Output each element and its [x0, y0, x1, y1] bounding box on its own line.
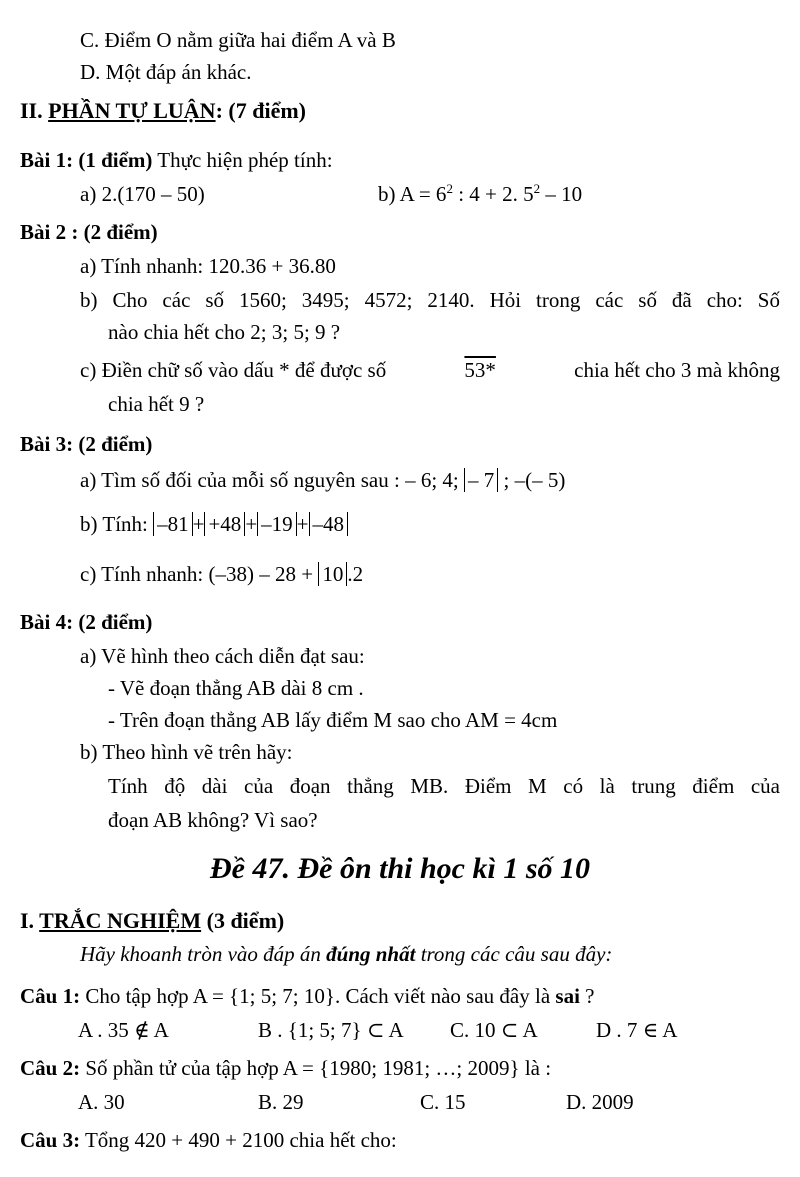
prev-option-c: C. Điểm O nằm giữa hai điểm A và B — [80, 28, 396, 52]
cau1-text-post: ? — [579, 984, 595, 1008]
bai2-a: a) Tính nhanh: 120.36 + 36.80 — [80, 254, 336, 278]
cau1-option-b: B . {1; 5; 7} ⊂ A — [258, 1018, 404, 1042]
bai2-c-line1 — [80, 358, 780, 383]
bai4-heading: Bài 4: (2 điểm) — [20, 610, 153, 634]
bai4-b: b) Theo hình vẽ trên hãy: — [80, 740, 293, 764]
bai1-b-pre: b) A = 6 — [378, 182, 447, 206]
cau2-option-d: D. 2009 — [566, 1090, 634, 1114]
part2-points: : (7 điểm) — [215, 98, 306, 123]
bai1-b-post: – 10 — [540, 182, 583, 206]
bai1-a: a) 2.(170 – 50) — [80, 182, 205, 206]
bai1-head: Bài 1: (1 điểm) — [20, 148, 153, 172]
part1-instruction — [80, 942, 612, 967]
bai3-a-post: ; –(– 5) — [498, 468, 566, 492]
bai3-a — [80, 468, 565, 493]
bai2-c-post: chia hết cho 3 mà không — [574, 358, 780, 382]
cau2-option-b: B. 29 — [258, 1090, 304, 1114]
bai3-a-pre: a) Tìm số đối của mỗi số nguyên sau : – 6; 4; — [80, 468, 464, 492]
bai1-heading — [20, 148, 333, 173]
part1-heading — [20, 908, 284, 934]
bai2-c-line2: chia hết 9 ? — [108, 392, 205, 416]
bai3-c — [80, 562, 363, 587]
bai4-b-line1: Tính độ dài của đoạn thẳng MB. Điểm M có là trung điểm của — [108, 774, 780, 798]
prev-option-d: D. Một đáp án khác. — [80, 60, 252, 84]
part2-prefix: II. — [20, 98, 49, 123]
part1-points: (3 điểm) — [201, 908, 285, 933]
cau2-question — [20, 1056, 551, 1081]
bai3-b-pre: b) Tính: — [80, 512, 154, 536]
bai3-b-plus: + — [296, 512, 309, 536]
bai3-heading: Bài 3: (2 điểm) — [20, 432, 153, 456]
cau2-option-a: A. 30 — [78, 1090, 125, 1114]
bai3-c-pre: c) Tính nhanh: (–38) – 28 + — [80, 562, 319, 586]
bai3-b-plus: + — [245, 512, 258, 536]
part1-prefix: I. — [20, 908, 40, 933]
part1-title: TRẮC NGHIỆM — [39, 908, 202, 933]
bai1-b-exp1: 2 — [446, 181, 453, 196]
bai3-b-term: +48 — [204, 512, 245, 536]
cau1-option-c: C. 10 ⊂ A — [450, 1018, 538, 1042]
cau1-question — [20, 984, 595, 1009]
instr-bold: đúng nhất — [326, 942, 416, 966]
bai3-b — [80, 512, 348, 537]
bai1-b-exp2: 2 — [533, 181, 541, 196]
bai3-b-term: –81 — [153, 512, 193, 536]
bai2-c-number: 53* — [464, 358, 496, 382]
cau3-head: Câu 3: — [20, 1128, 81, 1152]
cau3-question — [20, 1128, 397, 1153]
part2-heading — [20, 98, 306, 124]
cau2-head: Câu 2: — [20, 1056, 81, 1080]
bai3-b-term: –48 — [309, 512, 349, 536]
cau1-option-d: D . 7 ∈ A — [596, 1018, 678, 1042]
instr-post: trong các câu sau đây: — [415, 942, 613, 966]
instr-pre: Hãy khoanh tròn vào đáp án — [80, 942, 327, 966]
exam-title: Đề 47. Đề ôn thi học kì 1 số 10 — [209, 852, 590, 885]
cau2-text: Số phần tử của tập hợp A = {1980; 1981; …; 2009} là : — [80, 1056, 552, 1080]
bai2-b-line1: b) Cho các số 1560; 3495; 4572; 2140. Hỏi trong các số đã cho: Số — [80, 288, 780, 312]
cau1-option-a: A . 35 ∉ A — [78, 1018, 169, 1042]
bai3-c-abs: 10 — [318, 562, 347, 586]
part2-title: PHẦN TỰ LUẬN — [48, 98, 216, 123]
cau1-text: Cho tập hợp A = {1; 5; 7; 10}. Cách viết nào sau đây là — [80, 984, 556, 1008]
bai4-a: a) Vẽ hình theo cách diễn đạt sau: — [80, 644, 365, 668]
bai2-heading: Bài 2 : (2 điểm) — [20, 220, 158, 244]
cau2-option-c: C. 15 — [420, 1090, 466, 1114]
bai1-prompt: Thực hiện phép tính: — [152, 148, 333, 172]
cau3-text: Tổng 420 + 490 + 2100 chia hết cho: — [80, 1128, 397, 1152]
bai3-b-term: –19 — [257, 512, 297, 536]
cau1-head: Câu 1: — [20, 984, 81, 1008]
bai4-b-line2: đoạn AB không? Vì sao? — [108, 808, 318, 832]
bai4-a1: - Vẽ đoạn thẳng AB dài 8 cm . — [108, 676, 364, 700]
bai1-b-mid: : 4 + 2. 5 — [452, 182, 534, 206]
bai2-b-line2: nào chia hết cho 2; 3; 5; 9 ? — [108, 320, 341, 344]
bai3-a-abs: – 7 — [464, 468, 498, 492]
bai4-a2: - Trên đoạn thẳng AB lấy điểm M sao cho AM = 4cm — [108, 708, 558, 732]
cau1-text-bold: sai — [555, 984, 580, 1008]
bai1-b — [378, 182, 582, 207]
bai3-b-plus: + — [192, 512, 205, 536]
bai3-c-post: .2 — [347, 562, 364, 586]
bai2-c-pre: c) Điền chữ số vào dấu * để được số — [80, 358, 387, 382]
